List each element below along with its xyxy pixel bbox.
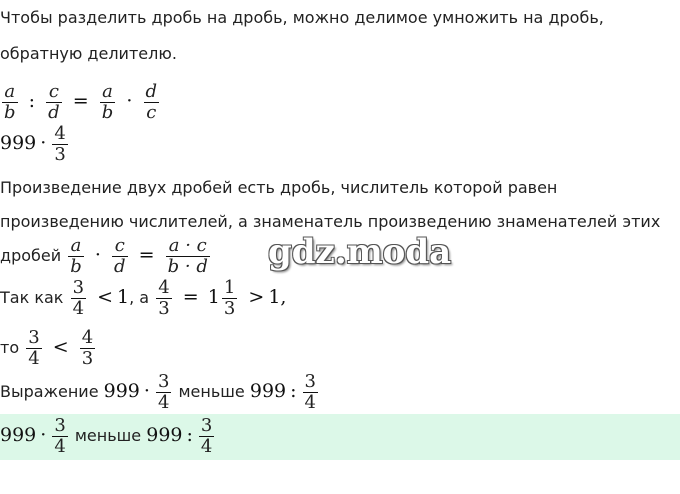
watermark-logo: gdz.moda: [268, 232, 452, 272]
example-expression: 999 · $\frac{4}{3}$: [0, 123, 66, 165]
fraction-c-d-2: $\frac{c}{d}$: [113, 235, 126, 277]
product-text-line1: Произведение двух дробей есть дробь, числитель которой равен: [0, 178, 558, 197]
mixed-number: 1 $\frac{1}{3}$: [207, 277, 236, 319]
fraction-4-3-3: $\frac{4}{3}$: [81, 327, 94, 369]
fraction-3-4: $\frac{3}{4}$: [72, 277, 85, 319]
rule-text-line1: Чтобы разделить дробь на дробь, можно делимое умножить на дробь,: [0, 8, 604, 27]
fraction-a-b: $\frac{a}{b}$: [4, 81, 16, 123]
division-rule-formula: $\frac{a}{b}$ : $\frac{c}{d}$ = $\frac{a}{b}$ · $\frac{d}{c}$: [4, 81, 158, 123]
fraction-d-c: $\frac{d}{c}$: [145, 81, 158, 123]
fraction-ac-bd: $\frac{a \cdot c}{b \cdot d}$: [167, 235, 208, 277]
product-rule-formula: дробей $\frac{a}{b}$ · $\frac{c}{d}$ = $\frac{a \cdot c}{b \cdot d}$: [0, 235, 208, 277]
fraction-a-b-2: $\frac{a}{b}$: [101, 81, 114, 123]
comparison-line-2: то $\frac{3}{4}$ < $\frac{4}{3}$: [0, 327, 94, 369]
comparison-line-1: Так как $\frac{3}{4}$ < 1, а $\frac{4}{3}$ = 1 $\frac{1}{3}$ > 1,: [0, 277, 287, 319]
rule-text-line2: обратную делителю.: [0, 44, 177, 63]
fraction-c-d: $\frac{c}{d}$: [48, 81, 60, 123]
answer-line: 999 · $\frac{3}{4}$ меньше 999 : $\frac{3}{4}$: [0, 415, 213, 457]
fraction-a-b-3: $\frac{a}{b}$: [70, 235, 82, 277]
fraction-3-4-2: $\frac{3}{4}$: [28, 327, 40, 369]
fraction-4-3-2: $\frac{4}{3}$: [158, 277, 170, 319]
expression-line: Выражение 999 · $\frac{3}{4}$ меньше 999 : $\frac{3}{4}$: [0, 371, 316, 413]
product-text-line2: произведению числителей, а знаменатель произведению знаменателей этих: [0, 212, 661, 231]
fraction-4-3: $\frac{4}{3}$: [54, 123, 66, 165]
